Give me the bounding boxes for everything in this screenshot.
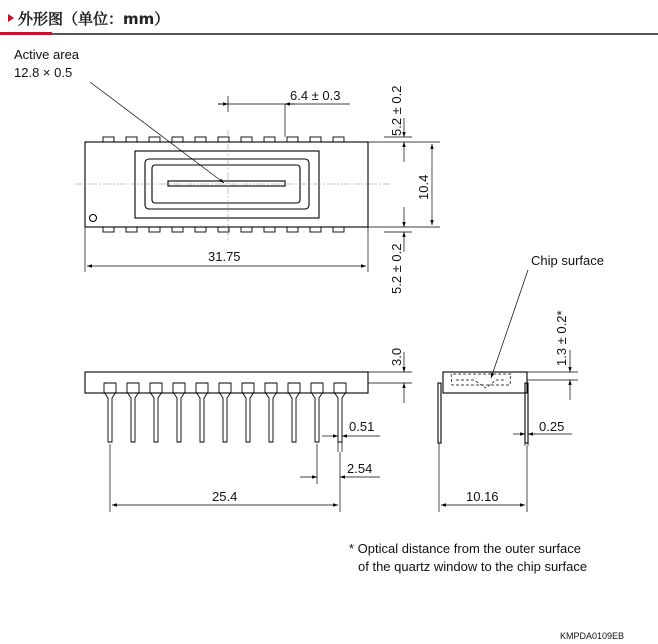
dim-height-label: 10.4: [416, 174, 431, 200]
active-area-size: 12.8 × 0.5: [14, 65, 73, 80]
dim-row-spacing-label: 10.16: [466, 489, 499, 504]
front-view: [85, 348, 412, 512]
section-title: 外形图（单位：mm）: [18, 10, 170, 28]
active-area-label: Active area: [14, 47, 80, 62]
active-area: [168, 181, 285, 186]
package-body-side: [443, 372, 527, 393]
pin1-marker: [90, 215, 97, 222]
drawing-code: KMPDA0109EB: [560, 631, 625, 641]
dim-length-label: 31.75: [208, 249, 241, 264]
quartz-window-hidden-line: [451, 374, 511, 385]
package-body-top: [85, 142, 368, 227]
chip-surface-leader: [491, 270, 528, 378]
top-view-pins-lower: [103, 227, 344, 232]
chip-hidden-line: [456, 380, 506, 388]
dim-lead-width-label: 0.51: [349, 419, 375, 434]
top-view: [14, 47, 440, 294]
dim-offset-label: 6.4 ± 0.3: [290, 88, 341, 103]
side-view: [438, 253, 604, 512]
chip-surface-label: Chip surface: [531, 253, 604, 268]
note-line-1: * Optical distance from the outer surface: [349, 541, 581, 556]
dim-bottom-label: 5.2 ± 0.2: [389, 243, 404, 294]
window-frame-outer: [135, 151, 319, 218]
dim-span-label: 25.4: [212, 489, 238, 504]
side-lead-left: [438, 383, 441, 443]
active-area-leader: [90, 82, 224, 183]
dim-lead-thickness-label: 0.25: [539, 419, 565, 434]
dim-top-label: 5.2 ± 0.2: [389, 85, 404, 136]
dim-optical-label: 1.3 ± 0.2*: [554, 310, 569, 366]
front-dim-height-label: 3.0: [389, 347, 404, 366]
front-view-leads: [104, 383, 346, 442]
note-line-2: of the quartz window to the chip surface: [358, 559, 588, 574]
top-view-pins-upper: [103, 137, 344, 142]
dim-pitch-label: 2.54: [347, 461, 373, 476]
